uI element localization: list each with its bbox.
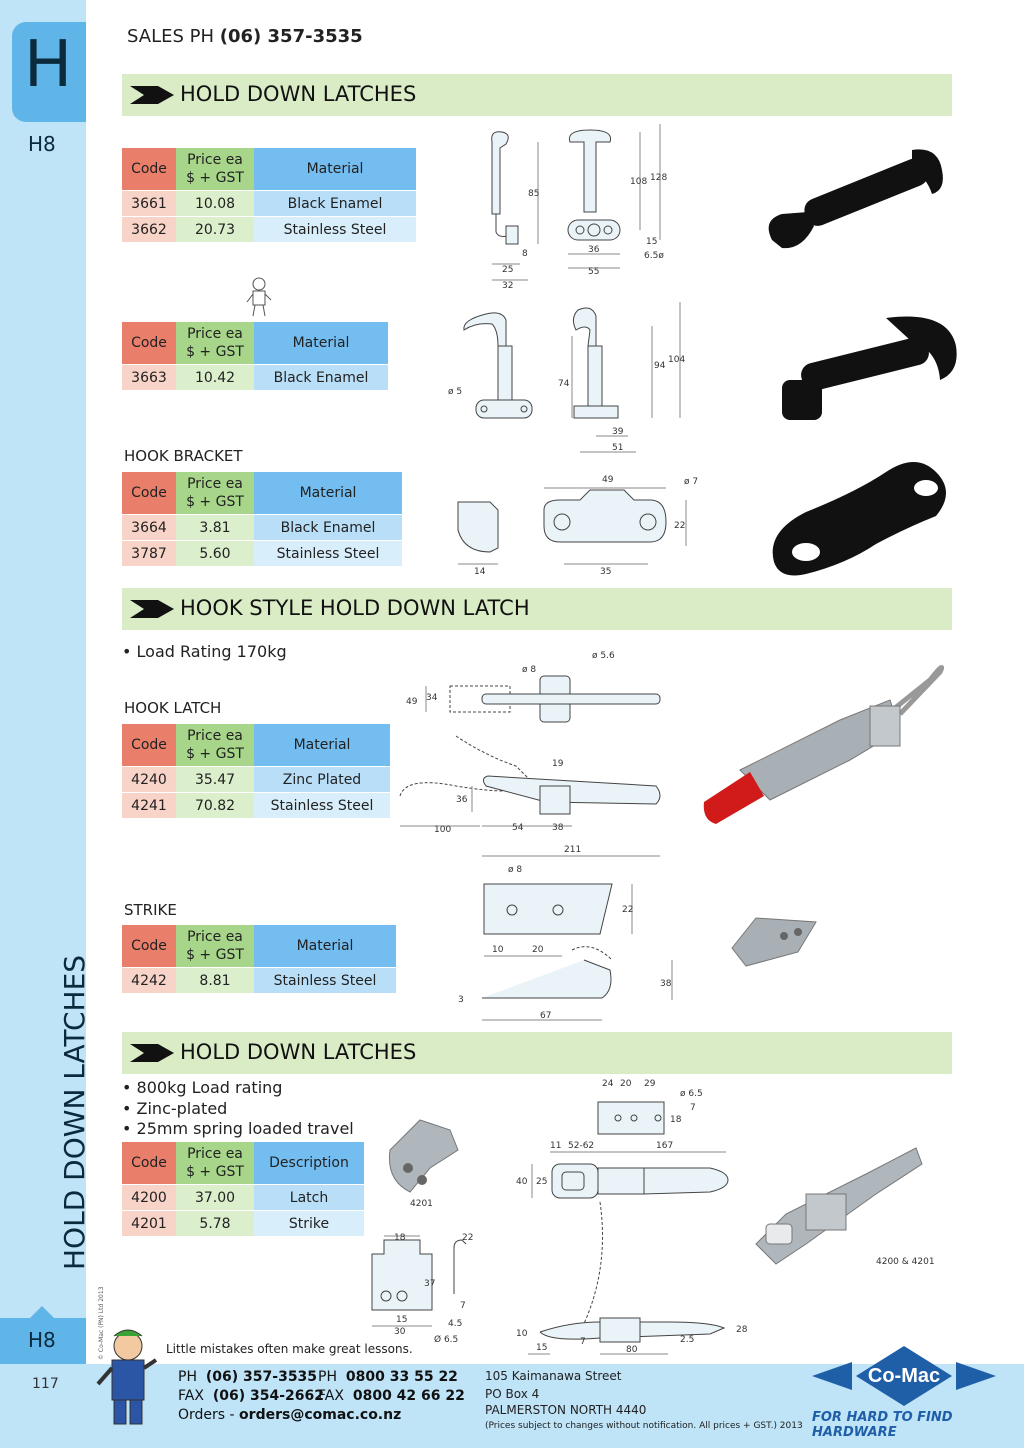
- dim-text: ø 7: [684, 477, 699, 487]
- dim-text: 128: [650, 173, 668, 183]
- arrow-icon: [130, 86, 174, 104]
- dim-text: 18: [670, 1115, 682, 1125]
- hook-latch-drawing-4240: [396, 646, 666, 861]
- dim-text: 7: [580, 1337, 586, 1347]
- mascot-small-icon: [244, 276, 274, 318]
- dim-text: 67: [540, 1011, 552, 1021]
- dim-text: 74: [558, 379, 570, 389]
- section-band-1: [122, 74, 952, 116]
- price-table-6: Code Price ea $ + GST Description 4200 37.00 Latch 4201 5.78 Strike: [122, 1142, 364, 1237]
- dim-text: 7: [690, 1103, 696, 1113]
- dim-text: 10: [516, 1329, 528, 1339]
- section-band-3: [122, 1032, 952, 1074]
- arrow-icon: [130, 600, 174, 618]
- dim-text: ø 8: [522, 665, 537, 675]
- dim-text: 51: [612, 443, 624, 453]
- sales-phone: SALES PH (06) 357-3535: [127, 26, 363, 47]
- dim-text: 4.5: [448, 1319, 463, 1329]
- dim-text: 34: [426, 693, 438, 703]
- dim-text: 85: [528, 189, 540, 199]
- dim-text: 35: [600, 567, 612, 577]
- dim-text: 104: [668, 355, 686, 365]
- page-code-tab: [0, 1318, 86, 1364]
- footer-fax-2: FAX 0800 42 66 22: [318, 1388, 465, 1404]
- dim-text: 54: [512, 823, 524, 833]
- dim-text: 29: [644, 1079, 656, 1089]
- page-number: 117: [32, 1376, 59, 1392]
- dim-text: 22: [674, 521, 686, 531]
- header-code: Code: [122, 148, 176, 191]
- orders-email-link[interactable]: orders@comac.co.nz: [239, 1407, 402, 1423]
- dim-text: 52-62: [568, 1141, 595, 1151]
- product-photo-3664: [766, 452, 956, 584]
- dim-text: 19: [552, 759, 564, 769]
- table-row: 4242 8.81 Stainless Steel: [122, 968, 396, 994]
- dim-text: 20: [532, 945, 544, 955]
- strike-label: STRIKE: [124, 901, 177, 919]
- dim-text: 49: [602, 475, 614, 485]
- header-material: Material: [254, 148, 416, 191]
- feature-item: • 800kg Load rating: [122, 1078, 283, 1097]
- dim-text: 15: [536, 1343, 548, 1353]
- dim-text: 28: [736, 1325, 748, 1335]
- product-photo-4200: [746, 1134, 946, 1274]
- section-tab: [12, 22, 86, 122]
- dim-text: 36: [588, 245, 600, 255]
- dim-text: 38: [552, 823, 564, 833]
- feature-list: [122, 1078, 354, 1140]
- table-row: 4200 37.00 Latch: [122, 1185, 364, 1211]
- dim-text: 14: [474, 567, 486, 577]
- dim-text: 30: [394, 1327, 406, 1337]
- dim-text: 37: [424, 1279, 436, 1289]
- table-row: 3663 10.42 Black Enamel: [122, 365, 388, 391]
- table-row: 3662 20.73 Stainless Steel: [122, 217, 416, 243]
- address-line-3: PALMERSTON NORTH 4440: [485, 1403, 647, 1417]
- dim-text: 100: [434, 825, 452, 835]
- dim-text: 24: [602, 1079, 614, 1089]
- price-table-4: Code Price ea $ + GST Material 4240 35.47 Zinc Plated 4241 70.82 Stainless Steel: [122, 724, 390, 819]
- dim-text: 40: [516, 1177, 528, 1187]
- load-rating: • Load Rating 170kg: [122, 642, 287, 661]
- dim-text: ø 8: [508, 865, 523, 875]
- footer-fax: FAX (06) 354-2662: [178, 1388, 324, 1404]
- copyright: © Co-Mac (PN) Ltd 2013: [98, 1286, 105, 1360]
- section-title-3: HOLD DOWN LATCHES: [180, 1040, 417, 1064]
- hook-bracket-drawing: [450, 470, 710, 580]
- dim-text: ø 5.6: [592, 651, 615, 661]
- product-photo-4240: [700, 660, 950, 830]
- footer-phone-2: PH 0800 33 55 22: [318, 1369, 458, 1385]
- hook-latch-drawing-2: [446, 296, 696, 456]
- product-photo-4201: [380, 1110, 470, 1210]
- dim-text: 18: [394, 1233, 406, 1243]
- dim-text: 108: [630, 177, 648, 187]
- dim-text: 20: [620, 1079, 632, 1089]
- feature-item: • Zinc-plated: [122, 1098, 228, 1118]
- dim-text: 11: [550, 1141, 562, 1151]
- price-table-3: Code Price ea $ + GST Material 3664 3.81 Black Enamel 3787 5.60 Stainless Steel: [122, 472, 402, 567]
- dim-text: 2.5: [680, 1335, 695, 1345]
- photo-label-4201: 4201: [410, 1199, 433, 1209]
- photo-label-4200: 4200 & 4201: [876, 1257, 935, 1267]
- section-band-2: [122, 588, 952, 630]
- dim-text: 32: [502, 281, 514, 291]
- section-title-1: HOLD DOWN LATCHES: [180, 82, 417, 106]
- comac-logo: [812, 1346, 996, 1406]
- dim-text: 15: [646, 237, 658, 247]
- price-table-1: Code Price ea $ + GST Material 3661 10.08 Black Enamel 3662 20.73 Stainless Steel: [122, 148, 416, 243]
- dim-text: 39: [612, 427, 624, 437]
- section-title-2: HOOK STYLE HOLD DOWN LATCH: [180, 596, 530, 620]
- product-photo-3661: [762, 140, 952, 290]
- arrow-icon: [130, 1044, 174, 1062]
- dim-text: Ø 6.5: [434, 1335, 459, 1344]
- dim-text: 3: [458, 995, 464, 1005]
- dim-text: 22: [462, 1233, 474, 1243]
- price-table-2: Code Price ea $ + GST Material 3663 10.42 Black Enamel: [122, 322, 388, 391]
- dim-text: 167: [656, 1141, 674, 1151]
- dim-text: 80: [626, 1345, 638, 1355]
- motto: Little mistakes often make great lessons.: [166, 1342, 413, 1356]
- dim-text: ø 6.5: [680, 1089, 703, 1099]
- page-code-top: H8: [28, 132, 56, 156]
- svg-text:Co-Mac: Co-Mac: [867, 1365, 941, 1387]
- hook-latch-label: HOOK LATCH: [124, 699, 222, 717]
- table-row: 4241 70.82 Stainless Steel: [122, 793, 390, 819]
- dim-text: 25: [502, 265, 514, 275]
- dim-text: 55: [588, 267, 600, 277]
- dim-text: 8: [522, 249, 528, 259]
- dim-text: 36: [456, 795, 468, 805]
- dim-text: 38: [660, 979, 672, 989]
- header-description: Description: [254, 1142, 364, 1185]
- feature-item: • 25mm spring loaded travel: [122, 1119, 354, 1138]
- mascot-icon: [92, 1324, 162, 1428]
- dim-text: 10: [492, 945, 504, 955]
- section-letter: H: [24, 28, 73, 102]
- dim-text: 6.5ø: [644, 251, 664, 261]
- dim-text: 7: [460, 1301, 466, 1311]
- side-title: HOLD DOWN LATCHES: [58, 954, 91, 1270]
- dim-text: 211: [564, 845, 582, 855]
- page-code-bottom: H8: [28, 1328, 56, 1352]
- price-note: (Prices subject to changes without notification. All prices + GST.) 2013: [485, 1421, 803, 1431]
- table-row: 4240 35.47 Zinc Plated: [122, 767, 390, 793]
- product-photo-4242: [726, 908, 822, 974]
- hook-latch-drawing-1: [480, 122, 680, 297]
- table-row: 3661 10.08 Black Enamel: [122, 191, 416, 217]
- address-line-2: PO Box 4: [485, 1387, 540, 1401]
- table-row: 4201 5.78 Strike: [122, 1211, 364, 1237]
- latch-4200-drawing: [510, 1072, 760, 1362]
- dim-text: 49: [406, 697, 418, 707]
- table-row: 3664 3.81 Black Enamel: [122, 515, 402, 541]
- tagline: FOR HARD TO FIND HARDWARE: [812, 1410, 953, 1440]
- table-row: 3787 5.60 Stainless Steel: [122, 541, 402, 567]
- strike-4201-drawing: [366, 1230, 486, 1344]
- dim-text: 15: [396, 1315, 408, 1325]
- price-table-5: Code Price ea $ + GST Material 4242 8.81 Stainless Steel: [122, 925, 396, 994]
- dim-text: ø 5: [448, 387, 463, 397]
- address-line-1: 105 Kaimanawa Street: [485, 1369, 622, 1383]
- strike-drawing: [452, 860, 692, 1030]
- product-photo-3663: [770, 310, 960, 440]
- dim-text: 25: [536, 1177, 548, 1187]
- dim-text: 22: [622, 905, 634, 915]
- footer-phone: PH (06) 357-3535: [178, 1369, 318, 1385]
- footer-orders: Orders - orders@comac.co.nz: [178, 1407, 402, 1423]
- dim-text: 94: [654, 361, 666, 371]
- hook-bracket-label: HOOK BRACKET: [124, 447, 243, 465]
